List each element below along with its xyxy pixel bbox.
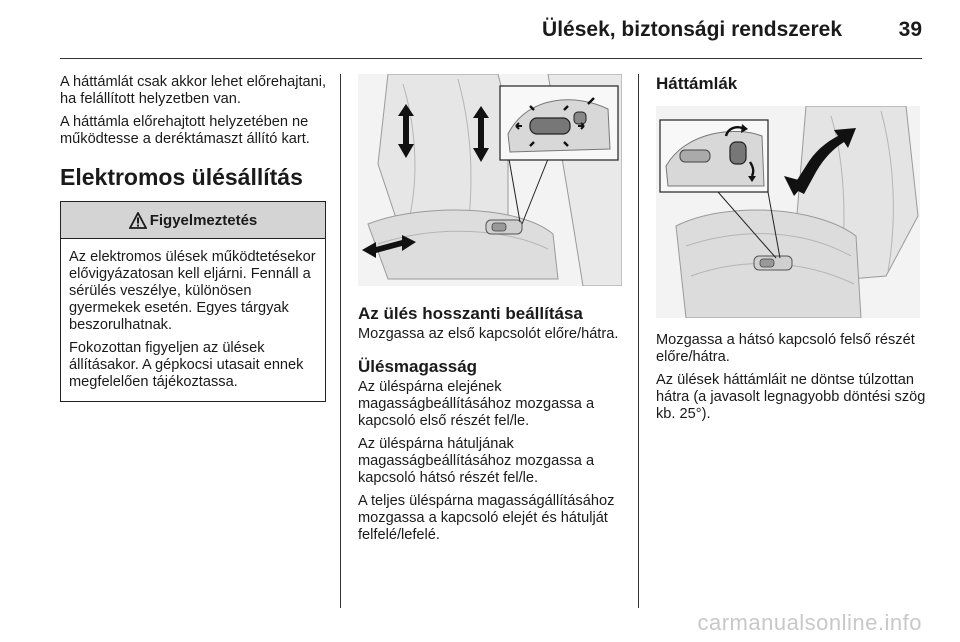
section-heading: Háttámlák — [656, 74, 738, 93]
column-1 — [60, 74, 328, 402]
paragraph: A teljes üléspárna magasságállításához mozgassa a kapcsoló elejét és hátulját felfelé/lefelé. — [358, 493, 615, 543]
column-divider-1 — [340, 74, 341, 608]
page-title: Ülések, biztonsági rendszerek — [542, 18, 842, 41]
column-2 — [358, 74, 624, 550]
paragraph: Az ülések háttámláit ne döntse túlzottan hátra (a javasolt legnagyobb döntési szög kb. 25°). — [656, 372, 926, 422]
warning-text: Az elektromos ülések működtetésekor elővigyázatosan kell eljárni. Fennáll a sérülés veszélye, különösen gyermekek esetén. Egyes tárgyak beszorulhatnak. — [69, 249, 316, 333]
warning-body — [61, 239, 325, 401]
section-heading: Elektromos ülésállítás — [60, 164, 303, 190]
column-divider-2 — [638, 74, 639, 608]
subsection-heading: Ülésmagasság — [358, 357, 478, 376]
paragraph: A háttámlát csak akkor lehet előrehajtani, ha felállított helyzetben van. — [60, 74, 327, 107]
page-number: 39 — [898, 18, 922, 41]
page-header — [0, 0, 960, 64]
warning-header — [61, 202, 325, 239]
paragraph: A háttámla előrehajtott helyzetében ne működtesse a deréktámaszt állító kart. — [60, 114, 310, 147]
warning-box — [60, 201, 326, 402]
warning-triangle-icon — [129, 212, 147, 229]
warning-text: Fokozottan figyeljen az ülések állításakor. A gépkocsi utasait ennek megfelelően tájékoztassa. — [69, 340, 304, 390]
backrest-illustration-svg — [656, 106, 920, 318]
paragraph: Az üléspárna hátuljának magasságbeállításához mozgassa a kapcsoló hátsó részét fel/le. — [358, 436, 595, 486]
column-3 — [656, 74, 926, 429]
backrest-illustration — [656, 106, 920, 318]
subsection-heading: Az ülés hosszanti beállítása — [358, 304, 583, 323]
seat-adjustment-illustration — [358, 74, 622, 286]
paragraph: Az üléspárna elejének magasságbeállításához mozgassa a kapcsoló első részét fel/le. — [358, 379, 595, 429]
paragraph: Mozgassa a hátsó kapcsoló felső részét előre/hátra. — [656, 332, 915, 365]
seat-illustration-svg — [358, 74, 622, 286]
watermark: carmanualsonline.info — [697, 610, 922, 635]
warning-title: Figyelmeztetés — [149, 211, 258, 229]
paragraph: Mozgassa az első kapcsolót előre/hátra. — [358, 326, 619, 342]
header-rule — [60, 58, 922, 59]
